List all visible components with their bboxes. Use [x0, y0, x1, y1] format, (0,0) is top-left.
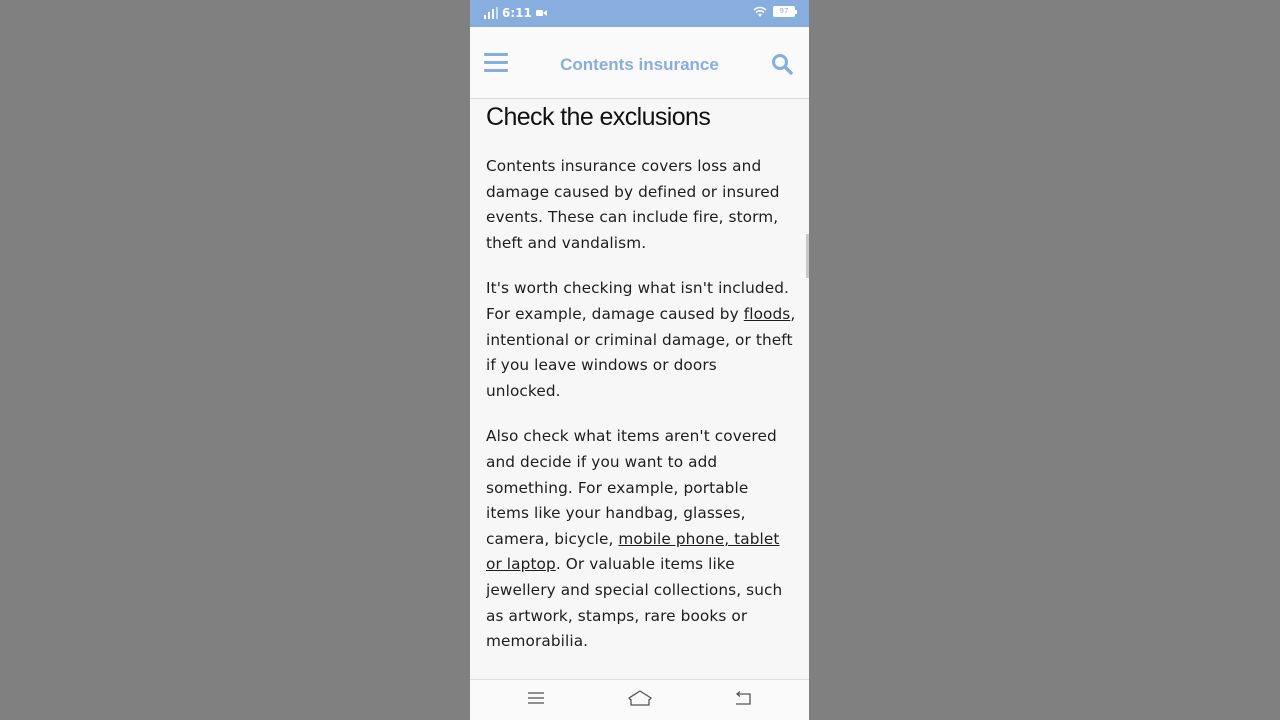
status-bar: [470, 0, 809, 27]
status-right: [753, 6, 795, 17]
paragraph-text: . Or valuable items like jewellery and special collections, such as artwork, stamps, rare books or memorabilia.: [486, 555, 783, 651]
video-record-icon: [536, 9, 547, 17]
wifi-icon: [753, 6, 767, 17]
article-content: [486, 99, 796, 679]
search-button[interactable]: [771, 53, 795, 77]
paragraph-text: Also check what items aren't covered and decide if you want to add something. For example, portable items like your handbag, glasses, camera, bicycle,: [486, 427, 777, 548]
home-button[interactable]: [628, 690, 652, 710]
status-time: 6:11: [502, 6, 532, 20]
paragraph: Contents insurance covers loss and damage caused by defined or insured events. These can include fire, storm, theft and vandalism.: [486, 157, 780, 252]
phone-screen: [470, 0, 809, 720]
paragraph: [486, 276, 796, 404]
system-nav-bar: [470, 679, 809, 720]
search-icon: [771, 53, 793, 75]
floods-link[interactable]: floods: [743, 304, 791, 323]
paragraph-text: It's worth checking what isn't included. For example, damage caused by: [486, 279, 789, 323]
app-header: [470, 27, 809, 99]
page-title: Contents insurance: [560, 55, 719, 74]
back-icon: [734, 691, 752, 705]
battery-icon: 97: [773, 6, 795, 17]
signal-icon: [484, 7, 498, 19]
paragraph: [486, 424, 796, 654]
back-button[interactable]: [734, 690, 754, 710]
recent-apps-icon: [527, 691, 545, 705]
section-heading: Check the exclusions: [486, 103, 711, 131]
home-icon: [628, 690, 652, 706]
mobile-devices-link[interactable]: mobile phone, tablet or laptop: [486, 529, 780, 574]
recent-apps-button[interactable]: [527, 690, 547, 710]
status-left: [484, 6, 547, 20]
paragraph-text: , intentional or criminal damage, or theft if you leave windows or doors unlocked.: [486, 304, 796, 400]
scrollbar[interactable]: [806, 234, 809, 278]
